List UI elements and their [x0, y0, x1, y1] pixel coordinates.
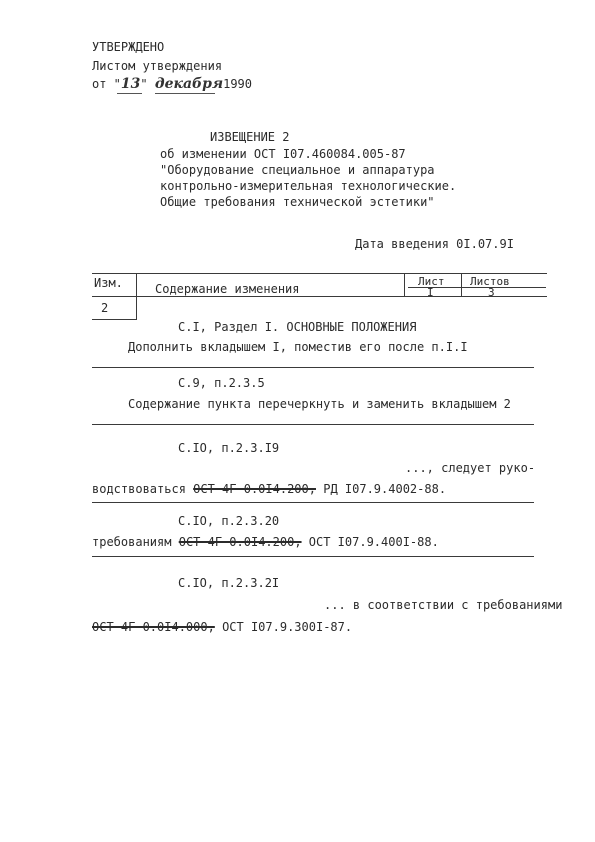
table-header-bottom-border	[92, 296, 547, 297]
change-5-ref: С.IO, п.2.3.2I	[178, 576, 280, 590]
separator-2	[92, 424, 534, 425]
change-5-struck-ref: ОСТ 4Г 0.0I4.000,	[92, 620, 215, 634]
separator-3	[92, 502, 534, 503]
approval-date	[92, 76, 252, 92]
change-3-struck-ref: ОСТ 4Г 0.0I4.200,	[193, 482, 316, 496]
change-3-text-1: ..., следует руко-	[405, 461, 536, 475]
table-header-izm: Изм.	[94, 276, 123, 290]
change-4-ref: С.IO, п.2.3.20	[178, 514, 280, 528]
table-col-divider-1	[136, 273, 137, 320]
change-1-text: Дополнить вкладышем I, поместив его после п.I.I	[128, 340, 468, 354]
table-header-sheets: Листов	[470, 275, 510, 288]
table-col-divider-3	[461, 273, 462, 296]
approval-sheet-label: Листом утверждения	[92, 59, 223, 73]
change-5-text-2c: ОСТ I07.9.300I-87.	[222, 620, 353, 634]
table-izm-value: 2	[101, 301, 109, 315]
month-underline	[155, 93, 215, 94]
table-header-sheets-value: 3	[488, 286, 495, 299]
change-4-struck-ref: ОСТ 4Г 0.0I4.200,	[178, 535, 302, 549]
table-izm-bottom-border	[92, 319, 137, 320]
change-5-text-1: ... в соответствии с требованиями	[324, 598, 563, 612]
table-top-border	[92, 273, 547, 274]
date-intro	[355, 237, 514, 251]
change-4-text-c: ОСТ I07.9.400I-88.	[308, 535, 439, 549]
table-header-content: Содержание изменения	[155, 282, 300, 296]
separator-1	[92, 367, 534, 368]
date-intro-value: 0I.07.9I	[456, 237, 514, 251]
change-1-ref: С.I, Раздел I. ОСНОВНЫЕ ПОЛОЖЕНИЯ	[178, 320, 417, 334]
change-3-ref: С.IO, п.2.3.I9	[178, 441, 280, 455]
day-underline	[117, 93, 142, 94]
change-4-text	[92, 535, 439, 549]
change-2-text: Содержание пункта перечеркнуть и заменить вкладышем 2	[128, 397, 511, 411]
notice-title: ИЗВЕЩЕНИЕ 2	[210, 130, 290, 144]
table-header-sheet: Лист	[418, 275, 445, 288]
notice-line-4: Общие требования технической эстетики"	[160, 195, 435, 209]
approval-date-mid: "	[140, 77, 148, 91]
approval-stamp-title: УТВЕРЖДЕНО	[92, 40, 165, 54]
change-3-text-2c: РД I07.9.4002-88.	[323, 482, 447, 496]
date-intro-label: Дата введения	[355, 237, 449, 251]
change-2-ref: С.9, п.2.3.5	[178, 376, 265, 390]
change-3-text-2a: водствоваться	[92, 482, 186, 496]
notice-line-3: контрольно-измерительная технологические.	[160, 179, 457, 193]
approval-year: 1990	[223, 77, 252, 91]
table-header-sheet-value: I	[427, 286, 434, 299]
approval-day: 13	[120, 76, 141, 92]
change-4-text-a: требованиям	[92, 535, 172, 549]
change-3-text-2	[92, 482, 446, 496]
change-5-text-2	[92, 620, 352, 634]
notice-line-1: об изменении ОСТ I07.460084.005-87	[160, 147, 406, 161]
separator-4	[92, 556, 534, 557]
notice-line-2: "Оборудование специальное и аппаратура	[160, 163, 435, 177]
approval-date-prefix: от "	[92, 77, 121, 91]
approval-month: декабря	[154, 76, 224, 92]
table-col-divider-2	[404, 273, 405, 296]
